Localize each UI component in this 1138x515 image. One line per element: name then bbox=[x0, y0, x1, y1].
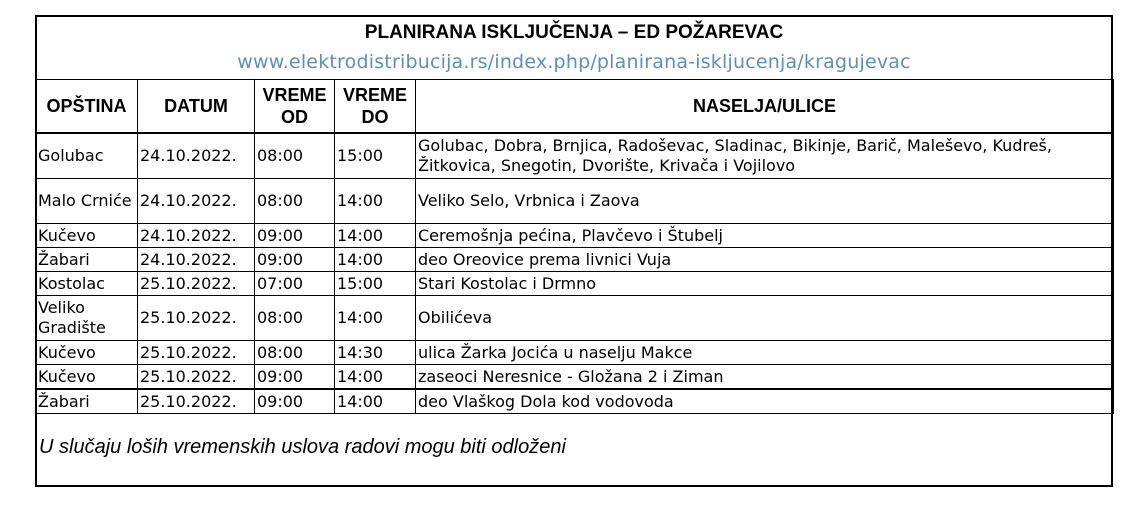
cell-vreme-do: 14:00 bbox=[335, 179, 416, 224]
cell-datum: 25.10.2022. bbox=[138, 272, 255, 296]
cell-naselja: deo Vlaškog Dola kod vodovoda bbox=[416, 389, 1114, 414]
cell-naselja: Veliko Selo, Vrbnica i Zaova bbox=[416, 179, 1114, 224]
table-row bbox=[36, 341, 1114, 365]
cell-vreme-do: 14:00 bbox=[335, 224, 416, 248]
outage-table bbox=[35, 79, 1114, 414]
cell-opstina: Golubac bbox=[36, 133, 138, 179]
cell-vreme-od: 07:00 bbox=[255, 272, 335, 296]
column-header-datum: DATUM bbox=[138, 80, 255, 134]
cell-datum: 24.10.2022. bbox=[138, 133, 255, 179]
column-header-vreme-od bbox=[255, 80, 335, 134]
cell-opstina: Kučevo bbox=[36, 365, 138, 390]
cell-naselja: Obilićeva bbox=[416, 296, 1114, 341]
cell-vreme-od: 08:00 bbox=[255, 341, 335, 365]
cell-naselja: ulica Žarka Jocića u naselju Makce bbox=[416, 341, 1114, 365]
cell-vreme-do: 15:00 bbox=[335, 133, 416, 179]
cell-datum: 25.10.2022. bbox=[138, 365, 255, 390]
cell-vreme-do: 14:00 bbox=[335, 365, 416, 390]
column-header-naselja: NASELJA/ULICE bbox=[416, 80, 1114, 134]
table-row bbox=[36, 296, 1114, 341]
table-row bbox=[36, 133, 1114, 179]
cell-opstina: Kučevo bbox=[36, 224, 138, 248]
cell-datum: 24.10.2022. bbox=[138, 179, 255, 224]
page-title: PLANIRANA ISKLJUČENJA – ED POŽAREVAC bbox=[364, 22, 784, 43]
cell-vreme-do: 14:00 bbox=[335, 296, 416, 341]
cell-datum: 24.10.2022. bbox=[138, 248, 255, 272]
column-header-vreme-od-line1: VREME bbox=[262, 85, 327, 105]
table-row bbox=[36, 179, 1114, 224]
cell-vreme-od: 09:00 bbox=[255, 224, 335, 248]
table-header-row bbox=[36, 80, 1114, 134]
cell-datum: 25.10.2022. bbox=[138, 341, 255, 365]
column-header-vreme-od-line2: OD bbox=[281, 107, 308, 127]
cell-vreme-od: 09:00 bbox=[255, 389, 335, 414]
cell-vreme-od: 09:00 bbox=[255, 365, 335, 390]
cell-naselja: Golubac, Dobra, Brnjica, Radoševac, Sladinac, Bikinje, Barič, Maleševo, Kudreš, Žitkovica, Snegotin, Dvorište, Krivača i Vojilovo bbox=[416, 133, 1114, 179]
cell-opstina: Žabari bbox=[36, 389, 138, 414]
cell-datum: 25.10.2022. bbox=[138, 296, 255, 341]
cell-vreme-od: 08:00 bbox=[255, 133, 335, 179]
cell-vreme-od: 08:00 bbox=[255, 179, 335, 224]
cell-opstina: Žabari bbox=[36, 248, 138, 272]
table-row bbox=[36, 272, 1114, 296]
cell-opstina: Veliko Gradište bbox=[36, 296, 138, 341]
cell-naselja: deo Oreovice prema livnici Vuja bbox=[416, 248, 1114, 272]
cell-opstina: Malo Crniće bbox=[36, 179, 138, 224]
cell-datum: 24.10.2022. bbox=[138, 224, 255, 248]
outage-schedule-sheet bbox=[35, 15, 1113, 487]
cell-vreme-od: 08:00 bbox=[255, 296, 335, 341]
cell-vreme-do: 15:00 bbox=[335, 272, 416, 296]
table-row bbox=[36, 248, 1114, 272]
column-header-vreme-do-line2: DO bbox=[361, 107, 389, 127]
cell-datum: 25.10.2022. bbox=[138, 389, 255, 414]
weather-disclaimer-note: U slučaju loših vremenskih uslova radovi mogu biti odloženi bbox=[39, 436, 566, 458]
cell-opstina: Kučevo bbox=[36, 341, 138, 365]
cell-naselja: Stari Kostolac i Drmno bbox=[416, 272, 1114, 296]
cell-vreme-od: 09:00 bbox=[255, 248, 335, 272]
column-header-opstina: OPŠTINA bbox=[36, 80, 138, 134]
column-header-vreme-do-line1: VREME bbox=[342, 85, 407, 105]
cell-vreme-do: 14:30 bbox=[335, 341, 416, 365]
cell-vreme-do: 14:00 bbox=[335, 389, 416, 414]
table-row bbox=[36, 365, 1114, 390]
cell-opstina: Kostolac bbox=[36, 272, 138, 296]
source-url-link[interactable]: www.elektrodistribucija.rs/index.php/planirana-iskljucenja/kragujevac bbox=[237, 51, 911, 73]
cell-naselja: Ceremošnja pećina, Plavčevo i Štubelj bbox=[416, 224, 1114, 248]
table-row bbox=[36, 224, 1114, 248]
column-header-vreme-do bbox=[335, 80, 416, 134]
cell-vreme-do: 14:00 bbox=[335, 248, 416, 272]
table-row bbox=[36, 389, 1114, 414]
cell-naselja: zaseoci Neresnice - Gložana 2 i Ziman bbox=[416, 365, 1114, 390]
